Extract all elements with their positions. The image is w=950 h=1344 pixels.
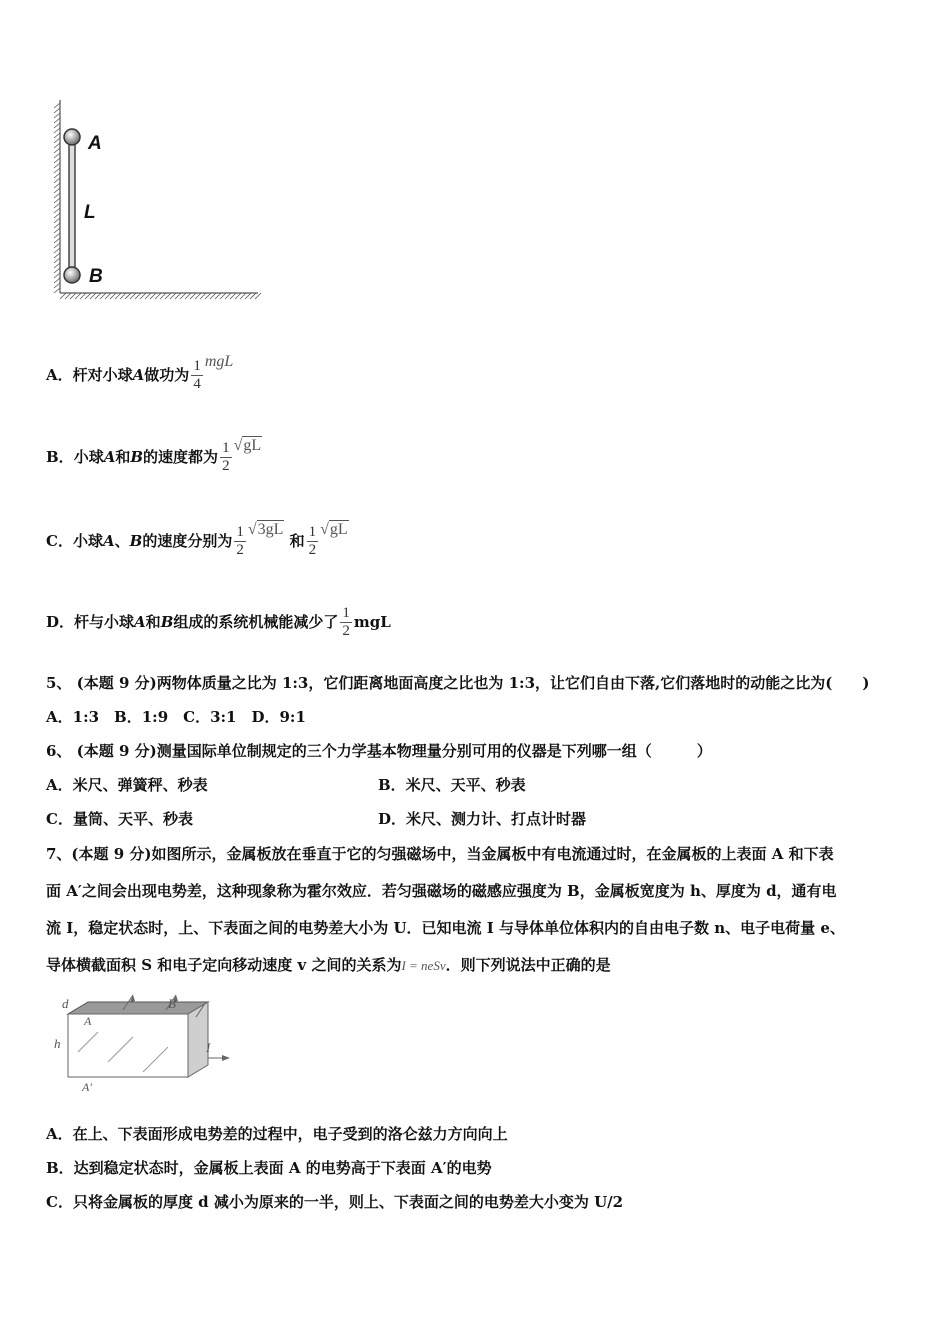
q6-option-d: D．米尺、测力计、打点计时器 xyxy=(378,810,587,828)
q4-option-d: D．杆与小球A和B组成的系统机械能减少了 $\frac{1}{2}$ mgL xyxy=(46,605,391,639)
wall-hatching xyxy=(54,100,261,299)
q6-option-a: A．米尺、弹簧秤、秒表 xyxy=(46,776,208,794)
q4-option-a: A．杆对小球A做功为 $\frac{1}{4}$ mgL xyxy=(46,353,234,392)
q6-stem: 6、 (本题 9 分)测量国际单位制规定的三个力学基本物理量分别可用的仪器是下列哪一组（ ） xyxy=(46,742,712,760)
q5-stem: 5、 (本题 9 分)两物体质量之比为 1:3，它们距离地面高度之比也为 1:3，让它们自由下落,它们落地时的动能之比为( ) xyxy=(46,674,870,692)
ball-a xyxy=(64,129,80,145)
plate-top-face xyxy=(68,1002,208,1014)
q4-option-c: C．小球A、B的速度分别为 $\frac{1}{2}$ √3gL 和 $\frac{1}{2}$ √gL xyxy=(46,521,348,558)
q7-option-a: A．在上、下表面形成电势差的过程中，电子受到的洛仑兹力方向向上 xyxy=(46,1125,508,1143)
rod xyxy=(69,137,75,275)
label-l: L xyxy=(84,202,96,223)
svg-text:A: A xyxy=(84,1014,92,1028)
q7-option-b: B．达到稳定状态时，金属板上表面 A 的电势高于下表面 A′的电势 xyxy=(46,1159,492,1177)
q7-formula: I = neSv xyxy=(401,958,446,973)
svg-text:h: h xyxy=(54,1036,61,1051)
rod-wall-figure xyxy=(40,95,270,305)
q7-option-c: C．只将金属板的厚度 d 减小为原来的一半，则上、下表面之间的电势差大小变为 U/2 xyxy=(46,1193,624,1211)
svg-text:d: d xyxy=(62,996,69,1011)
q7-stem-line-1: 7、(本题 9 分)如图所示，金属板放在垂直于它的匀强磁场中，当金属板中有电流通过时，在金属板的上表面 A 和下表 xyxy=(46,845,834,863)
q7-stem-line-3: 流 I，稳定状态时，上、下表面之间的电势差大小为 U．已知电流 I 与导体单位体积内的自由电子数 n、电子电荷量 e、 xyxy=(46,919,845,937)
q6-option-c: C．量筒、天平、秒表 xyxy=(46,810,193,828)
svg-text:B: B xyxy=(168,996,176,1011)
hall-effect-figure xyxy=(48,992,248,1097)
svg-text:A′: A′ xyxy=(82,1080,92,1094)
svg-text:I: I xyxy=(206,1040,211,1055)
label-b: B xyxy=(89,266,103,287)
q5-options: A．1:3 B．1:9 C．3:1 D．9:1 xyxy=(46,708,306,726)
ball-b xyxy=(64,267,80,283)
q7-stem-line-4: 导体横截面积 S 和电子定向移动速度 v 之间的关系为I = neSv．则下列说法中正确的是 xyxy=(46,956,611,974)
label-a: A xyxy=(88,133,102,154)
q6-option-b: B．米尺、天平、秒表 xyxy=(378,776,526,794)
q7-stem-line-2: 面 A′之间会出现电势差，这种现象称为霍尔效应．若匀强磁场的磁感应强度为 B，金属板宽度为 h、厚度为 d，通有电 xyxy=(46,882,837,900)
q4-option-b: B．小球A和B的速度都为 $\frac{1}{2}$ √gL xyxy=(46,437,262,474)
